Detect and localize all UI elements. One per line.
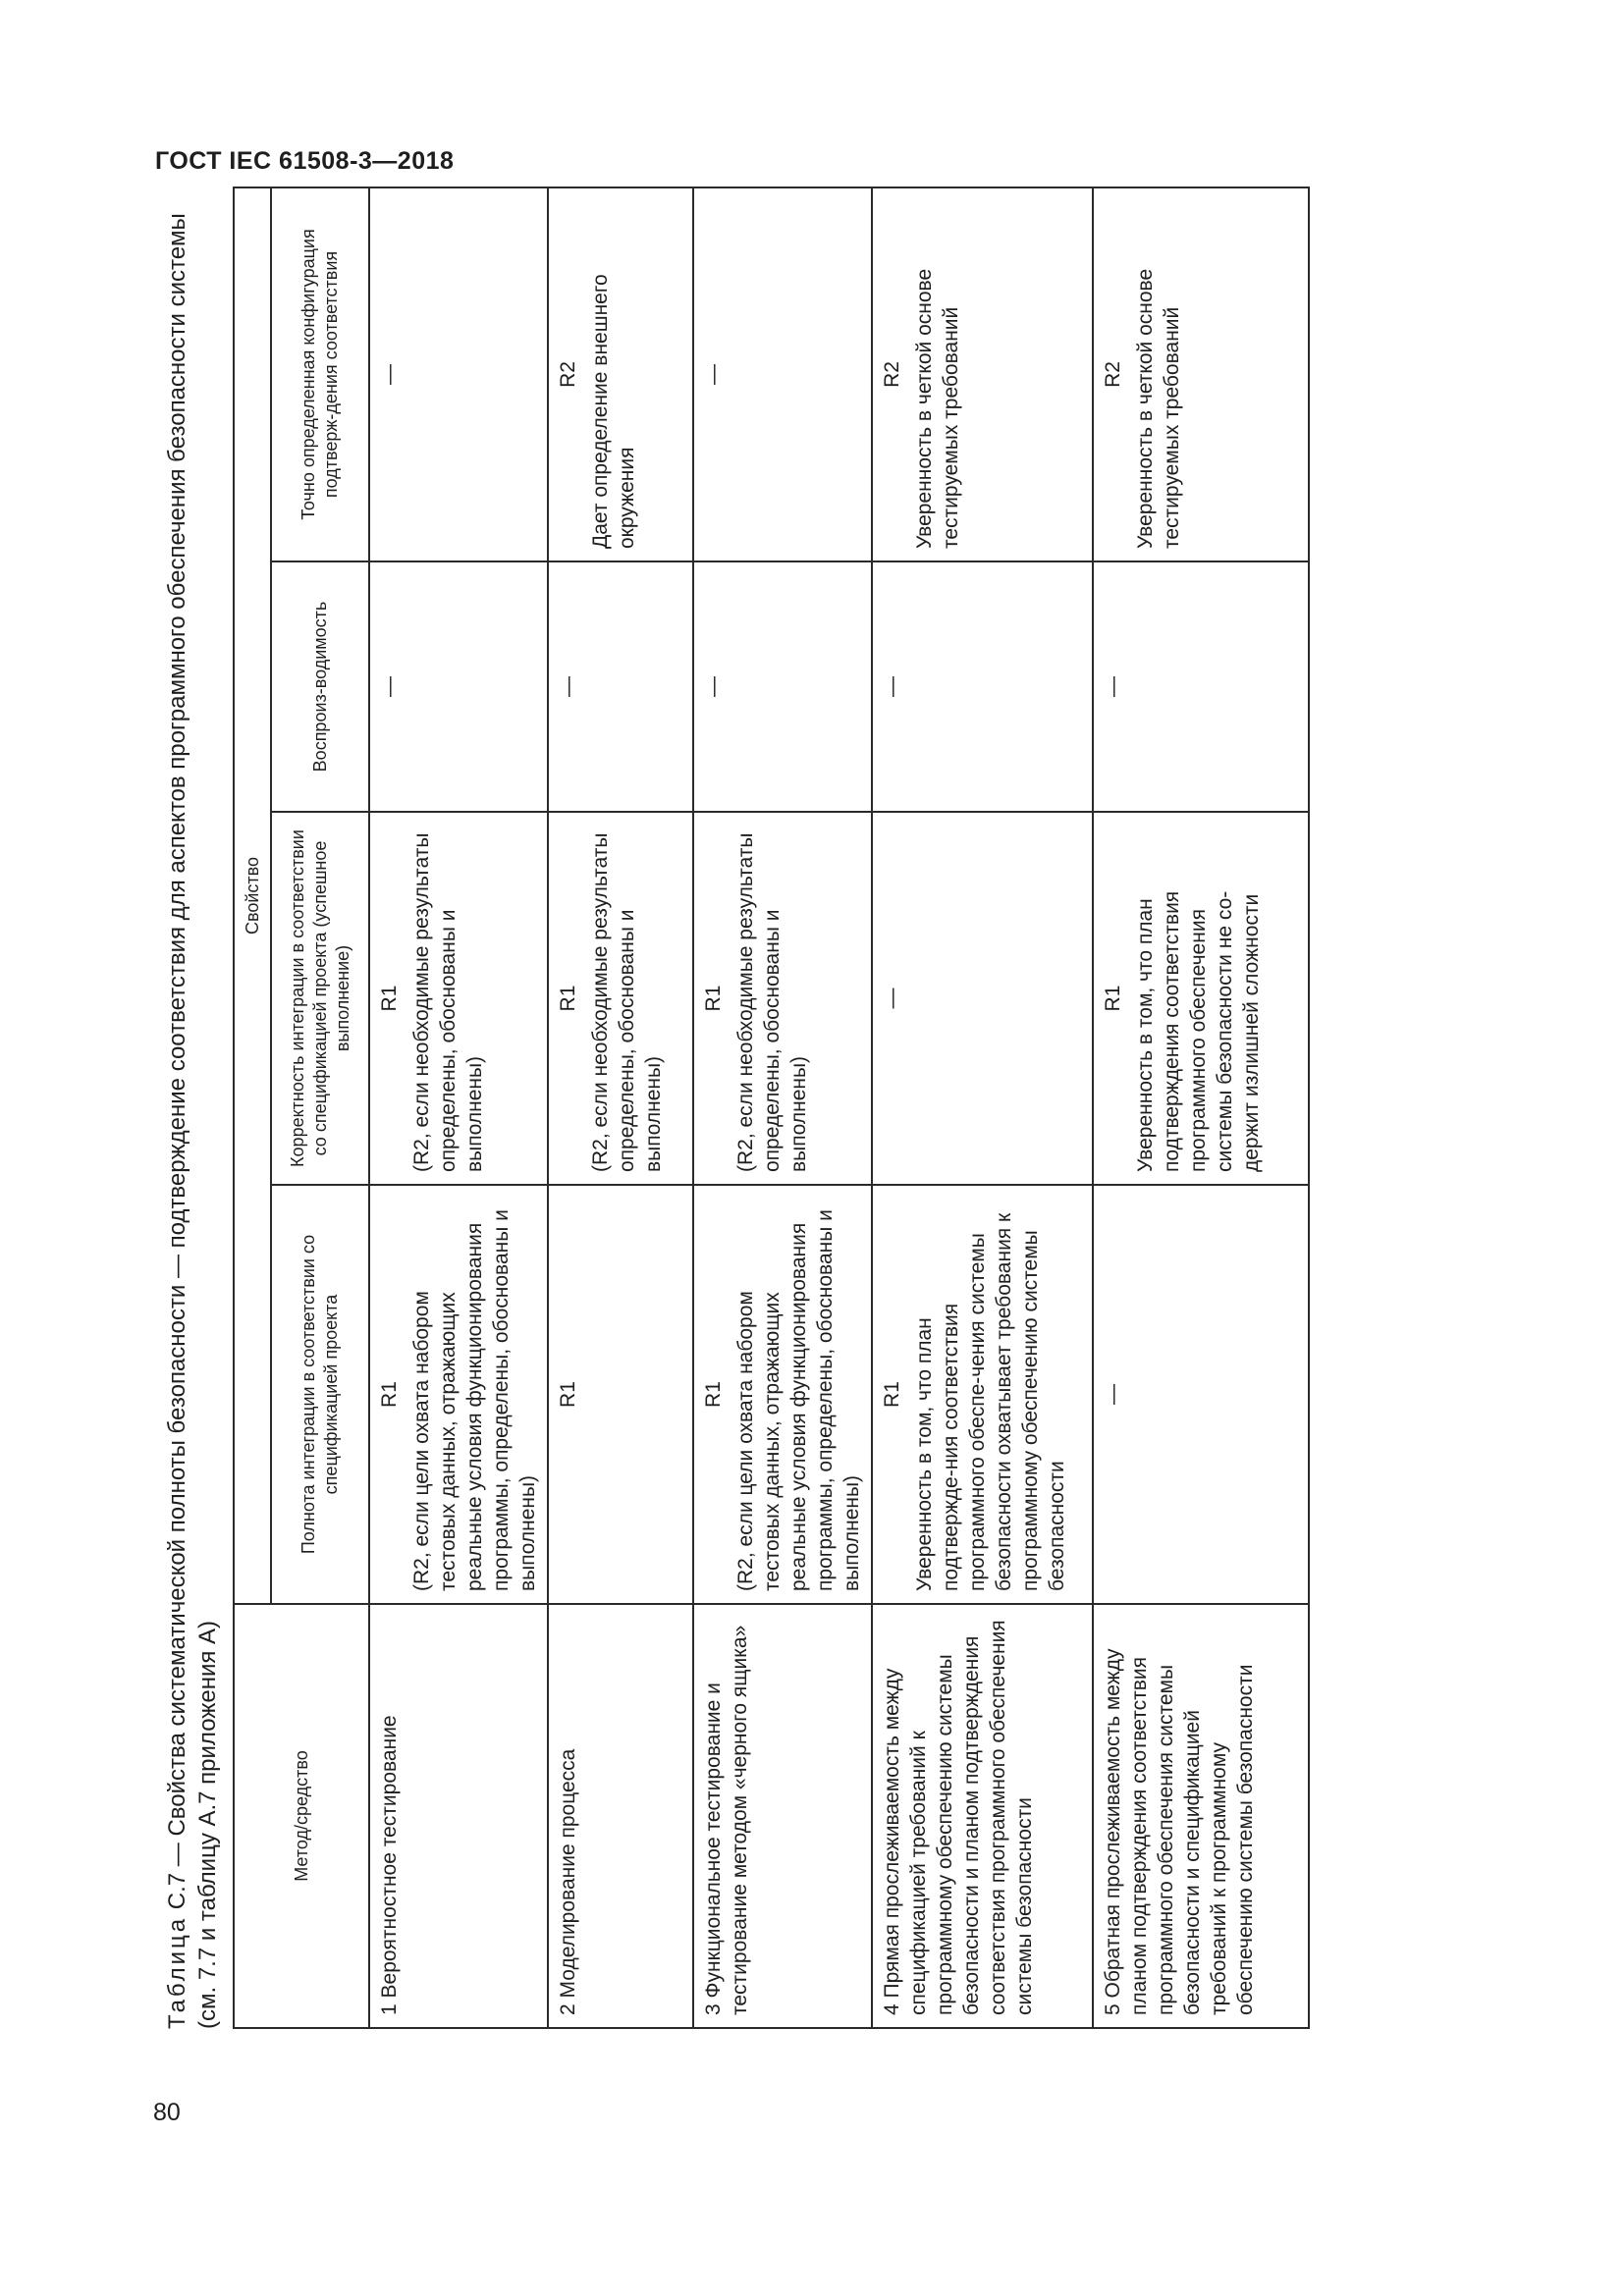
dash: — <box>1102 676 1124 697</box>
correctness-cell <box>1093 812 1309 1185</box>
method-cell: 5 Обратная прослеживаемость между планом подтверждения соответствия программного обеспечения системы безопасности и спецификацией требований к программному обеспечению системы безопасности <box>1093 1604 1309 2028</box>
rating: R2 <box>1102 361 1124 388</box>
table-row <box>693 187 872 2028</box>
header-method: Метод/средство <box>234 1604 369 2028</box>
rating: R1 <box>702 985 725 1012</box>
note: Уверенность в четкой основе тестируемых требований <box>913 268 962 549</box>
caption-text: С.7 — Свойства систематической полноты безопасности — подтверждение соответствия для аспектов программного обеспечения безопасности системы (см. 7.7 и таблицу А.7 приложения А) <box>164 213 221 2029</box>
repeatability-cell <box>693 561 872 812</box>
table-row <box>548 187 693 2028</box>
header-completeness: Полнота интеграции в соответствии со спецификацией проекта <box>271 1185 369 1604</box>
completeness-cell <box>1093 1185 1309 1604</box>
rating: R1 <box>881 1381 903 1408</box>
note: (R2, если цели охвата набором тестовых данных, отражающих реальные условия функционирования программы, определены, обоснованы и выполнены) <box>734 1209 863 1591</box>
repeatability-cell <box>1093 561 1309 812</box>
rating: R1 <box>702 1381 725 1408</box>
properties-table <box>233 187 1310 2029</box>
configuration-cell <box>369 187 548 561</box>
rating: R1 <box>557 1381 579 1408</box>
dash: — <box>557 676 579 697</box>
dash: — <box>881 676 903 697</box>
table-row <box>1093 187 1309 2028</box>
table-caption <box>162 188 223 2029</box>
rating: R2 <box>557 361 579 388</box>
rating: R2 <box>881 361 903 388</box>
completeness-cell <box>369 1185 548 1604</box>
configuration-cell <box>693 187 872 561</box>
header-configuration: Точно определенная конфигурация подтверж-дения соответствия <box>271 187 369 561</box>
table-row <box>369 187 548 2028</box>
note: (R2, если необходимые результаты определены, обоснованы и выполнены) <box>410 832 486 1172</box>
configuration-cell <box>1093 187 1309 561</box>
method-cell: 4 Прямая прослеживаемость между спецификацией требований к программному обеспечению системы безопасности и планом подтверждения соответствия программного обеспечения системы безопасности <box>872 1604 1093 2028</box>
header-correctness: Корректность интеграции в соответствии со спецификацией проекта (успешное выполнение) <box>271 812 369 1185</box>
note: (R2, если цели охвата набором тестовых данных, отражающих реальные условия функционирования программы, определены, обоснованы и выполнены) <box>410 1209 539 1591</box>
note: Уверенность в том, что план подтвержде-ния соответствия программного обеспе-чения системы безопасности охватывает требования к программному обеспечению системы безопасности <box>913 1212 1068 1591</box>
rating: — <box>1102 1384 1124 1405</box>
note: (R2, если необходимые результаты определены, обоснованы и выполнены) <box>734 832 810 1172</box>
repeatability-cell <box>872 561 1093 812</box>
rating: R1 <box>378 1381 401 1408</box>
rating: R1 <box>1102 985 1124 1012</box>
page-number: 80 <box>153 2099 181 2126</box>
dash: — <box>702 676 725 697</box>
repeatability-cell <box>369 561 548 812</box>
rating: — <box>702 363 725 385</box>
correctness-cell <box>872 812 1093 1185</box>
table-row <box>872 187 1093 2028</box>
header-property: Свойство <box>234 187 271 1604</box>
dash: — <box>378 676 401 697</box>
method-cell: 3 Функциональное тестирование и тестирование методом «черного ящика» <box>693 1604 872 2028</box>
note: Уверенность в четкой основе тестируемых требований <box>1134 268 1183 549</box>
correctness-cell <box>369 812 548 1185</box>
completeness-cell <box>872 1185 1093 1604</box>
correctness-cell <box>548 812 693 1185</box>
completeness-cell <box>548 1185 693 1604</box>
caption-label: Таблица <box>164 1915 190 2029</box>
rating: R1 <box>378 985 401 1012</box>
document-header: ГОСТ IEC 61508-3—2018 <box>155 147 455 175</box>
completeness-cell <box>693 1185 872 1604</box>
configuration-cell <box>872 187 1093 561</box>
rating: — <box>881 988 903 1009</box>
rating: — <box>378 363 401 385</box>
method-cell: 2 Моделирование процесса <box>548 1604 693 2028</box>
rotated-table-block <box>162 188 1263 2029</box>
method-cell: 1 Вероятностное тестирование <box>369 1604 548 2028</box>
correctness-cell <box>693 812 872 1185</box>
note: Уверенность в том, что план подтверждения соответствия программного обеспечения системы безопасности не со-держит излишней сложности <box>1134 890 1263 1172</box>
rating: R1 <box>557 985 579 1012</box>
header-repeatability: Воспроиз-водимость <box>271 561 369 812</box>
note: (R2, если необходимые результаты определены, обоснованы и выполнены) <box>589 832 665 1172</box>
note: Дает определение внешнего окружения <box>589 274 638 549</box>
repeatability-cell <box>548 561 693 812</box>
configuration-cell <box>548 187 693 561</box>
